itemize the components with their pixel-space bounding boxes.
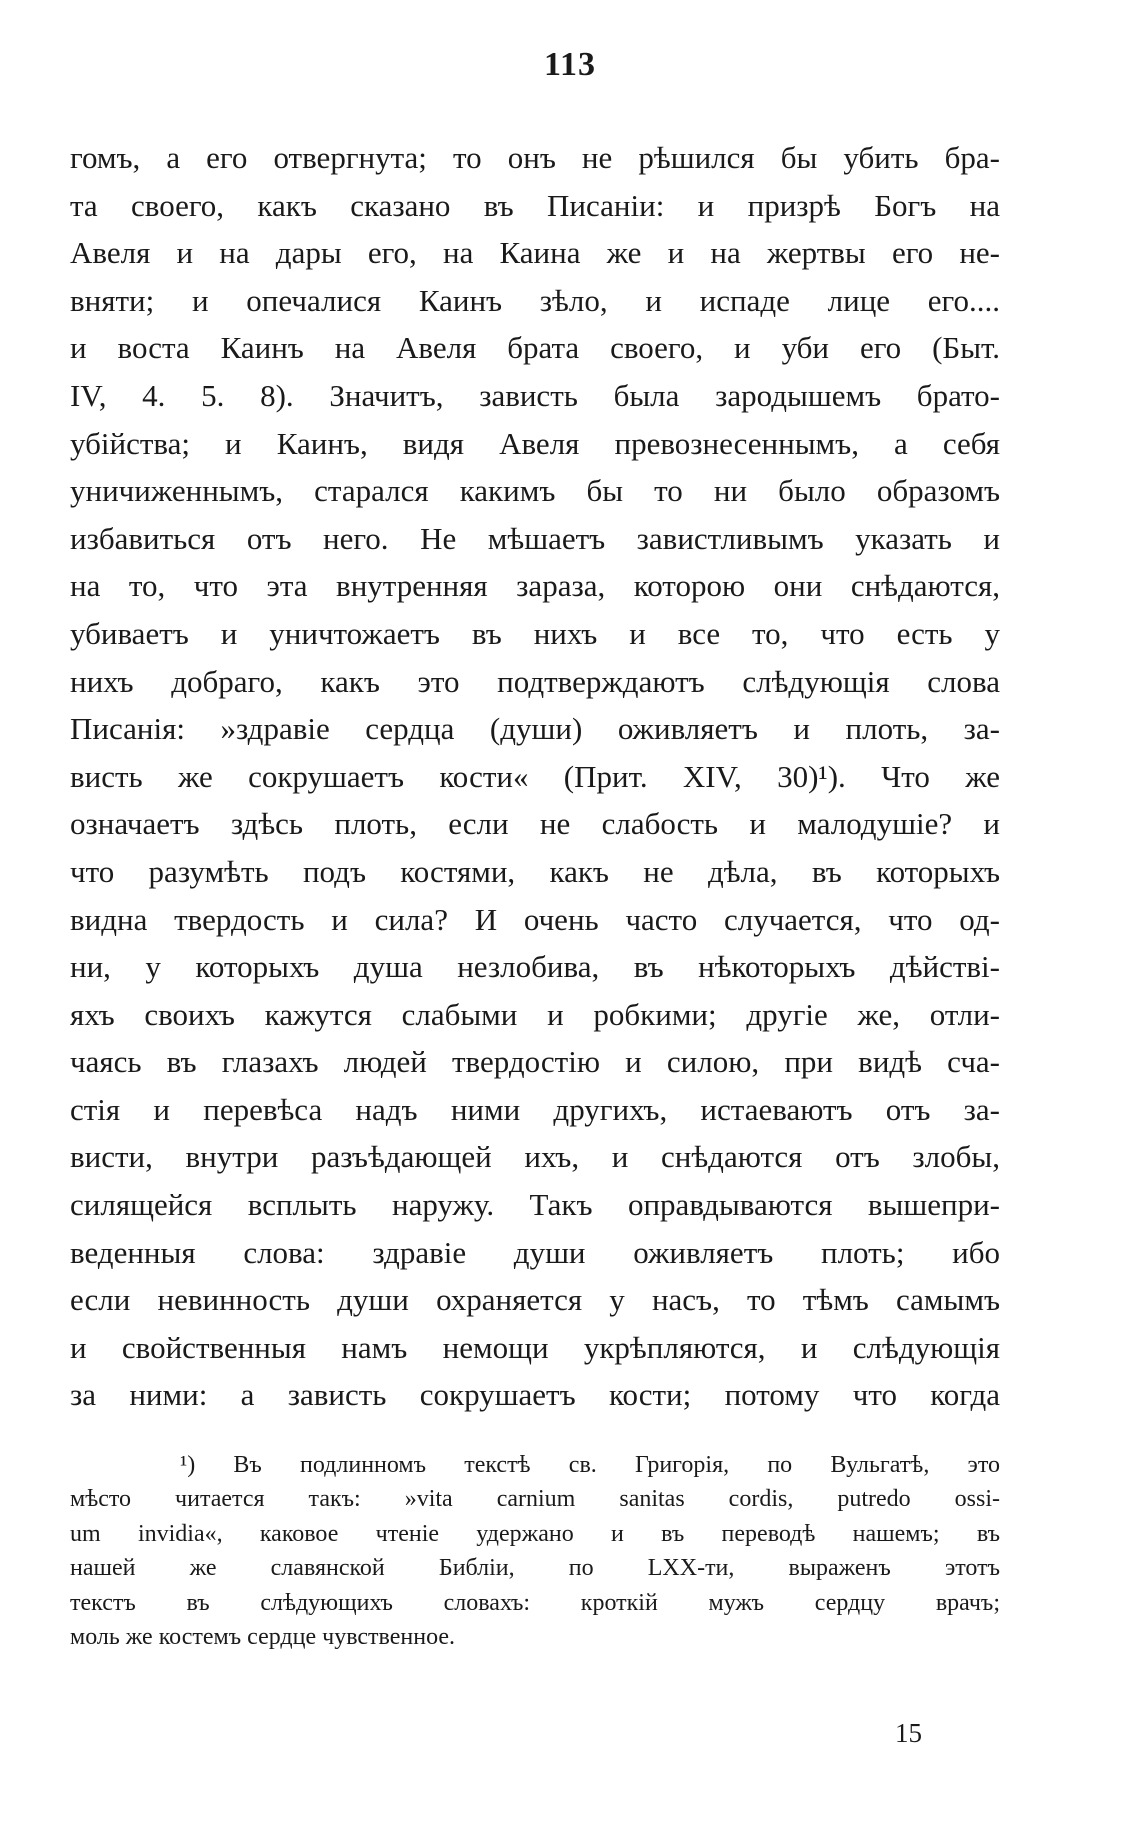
- text-line: означаетъ здѣсь плоть, если не слабость и малодушіе? и: [70, 806, 1000, 842]
- main-text: [70, 134, 1000, 1419]
- text-line: что разумѣть подъ костями, какъ не дѣла, въ которыхъ: [70, 853, 1000, 889]
- footnote-line: нашей же славянской Библіи, по LXX-ти, выраженъ этотъ: [70, 1555, 1000, 1582]
- text-line: гомъ, а его отвергнута; то онъ не рѣшился бы убить бра-: [70, 140, 1000, 175]
- footnote: [70, 1448, 1000, 1654]
- footnote-line: ¹) Въ подлинномъ текстѣ св. Григорія, по Вульгатѣ, это: [180, 1452, 1000, 1478]
- text-line: избавиться отъ него. Не мѣшаетъ завистливымъ указать и: [70, 520, 1000, 556]
- text-line: уничиженнымъ, старался какимъ бы то ни было образомъ: [70, 473, 1000, 509]
- text-line: вняти; и опечалися Каинъ зѣло, и испаде лице его....: [70, 282, 1000, 318]
- text-line: за ними: а зависть сокрушаетъ кости; потому что когда: [70, 1377, 1000, 1413]
- text-line: ни, у которыхъ душа незлобива, въ нѣкоторыхъ дѣйстві-: [70, 949, 1000, 985]
- page-number: 113: [543, 46, 597, 83]
- footnote-line: моль же костемъ сердце чувственное.: [70, 1623, 456, 1650]
- text-line: стія и перевѣса надъ ними другихъ, истаеваютъ отъ за-: [70, 1091, 1000, 1127]
- text-line: та своего, какъ сказано въ Писаніи: и призрѣ Богъ на: [70, 187, 1000, 223]
- text-line: если невинность души охраняется у насъ, то тѣмъ самымъ: [70, 1282, 1000, 1318]
- text-line: убиваетъ и уничтожаетъ въ нихъ и все то, что есть у: [70, 615, 1000, 651]
- text-line: Авеля и на дары его, на Каина же и на жертвы его не-: [70, 235, 1000, 271]
- text-line: Писанія: »здравіе сердца (души) оживляетъ и плоть, за-: [70, 711, 1000, 747]
- text-line: на то, что эта внутренняя зараза, которою они снѣдаются,: [70, 568, 1000, 604]
- text-line: чаясь въ глазахъ людей твердостію и силою, при видѣ сча-: [70, 1044, 1000, 1080]
- text-line: IV, 4. 5. 8). Значитъ, зависть была зародышемъ брато-: [70, 377, 1000, 413]
- text-line: висть же сокрушаетъ кости« (Прит. XIV, 30)¹). Что же: [70, 758, 1000, 794]
- text-line: яхъ своихъ кажутся слабыми и робкими; другіе же, отли-: [70, 996, 1000, 1032]
- text-line: и воста Каинъ на Авеля брата своего, и уби его (Быт.: [70, 330, 1000, 366]
- text-line: веденныя слова: здравіе души оживляетъ плоть; ибо: [70, 1234, 1000, 1270]
- text-line: висти, внутри разъѣдающей ихъ, и снѣдаются отъ злобы,: [70, 1139, 1000, 1175]
- text-line: силящейся всплыть наружу. Такъ оправдываются вышепри-: [70, 1187, 1000, 1223]
- text-line: и свойственныя намъ немощи укрѣпляются, и слѣдующія: [70, 1329, 1000, 1365]
- text-line: нихъ добраго, какъ это подтверждаютъ слѣдующія слова: [70, 663, 1000, 699]
- footnote-line: мѣсто читается такъ: »vita carnium sanitas cordis, putredo ossi-: [70, 1486, 1000, 1513]
- footnote-line: текстъ въ слѣдующихъ словахъ: кроткій мужъ сердцу врачъ;: [70, 1589, 1000, 1616]
- text-line: видна твердость и сила? И очень часто случается, что од-: [70, 901, 1000, 937]
- footnote-line: um invidia«, каковое чтеніе удержано и въ переводѣ нашемъ; въ: [70, 1520, 1000, 1547]
- signature-mark: 15: [895, 1718, 922, 1748]
- text-line: убійства; и Каинъ, видя Авеля превознесеннымъ, а себя: [70, 425, 1000, 461]
